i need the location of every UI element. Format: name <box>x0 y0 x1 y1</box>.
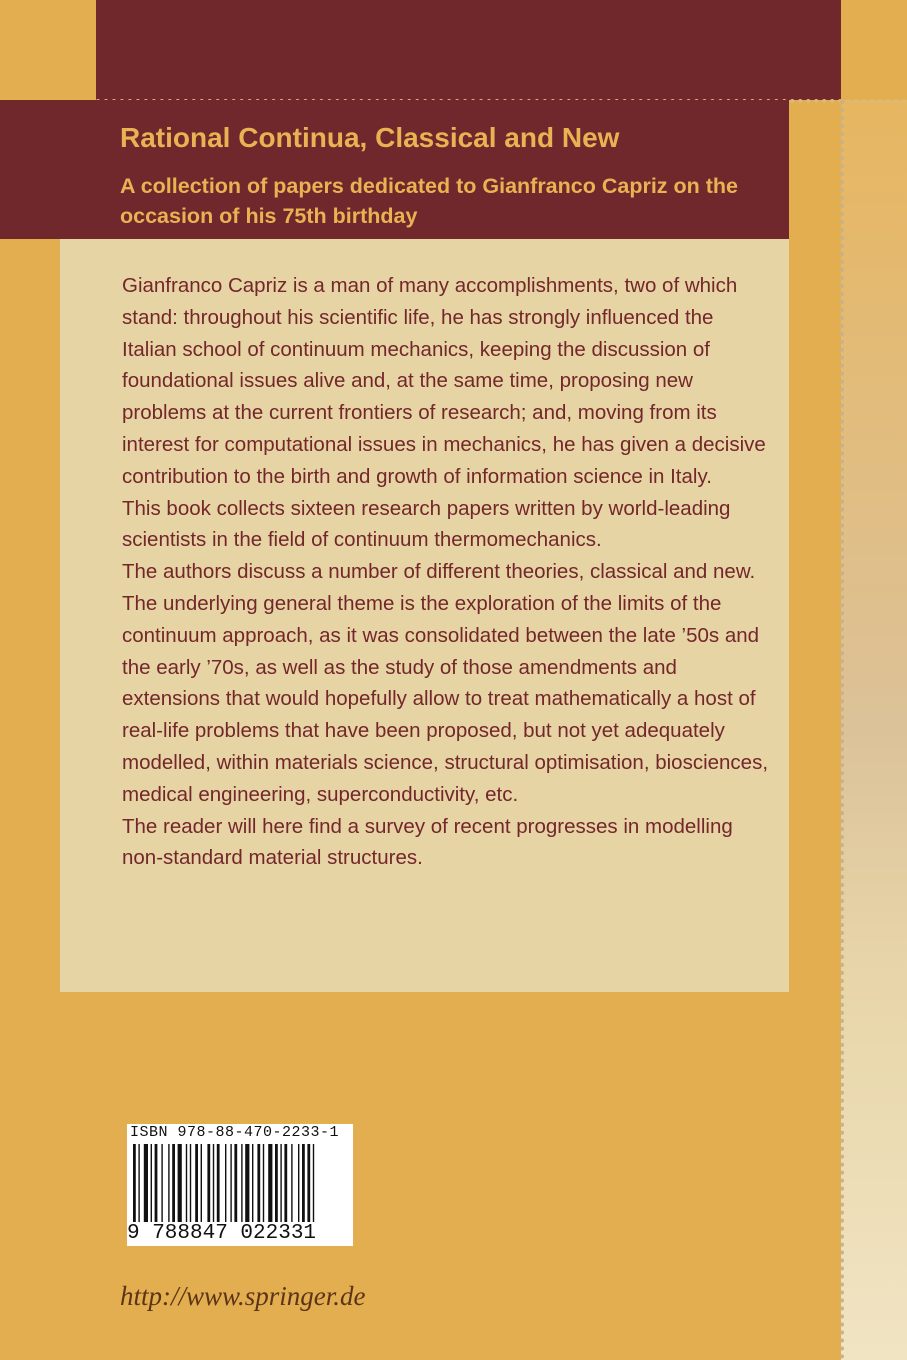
isbn-label: ISBN 978-88-470-2233-1 <box>130 1124 340 1141</box>
blurb-paragraph: The authors discuss a number of different theories, classical and new. The underlying general theme is the exploration of the limits of the continuum approach, as it was consolidated between the late ’50s and the early ’70s, as well as the study of those amendments and extensions that would hopefully allow to treat mathematically a host of real-life problems that have been proposed, but not yet adequately modelled, within materials science, structural optimisation, biosciences, medical engineering, superconductivity, etc. <box>122 560 769 806</box>
blurb-paragraph: The reader will here find a survey of recent progresses in modelling non-standard material structures. <box>122 814 733 870</box>
publisher-url: http://www.springer.de <box>120 1281 366 1311</box>
barcode-digits: 9 788847 022331 <box>127 1222 317 1245</box>
barcode-bars <box>133 1144 349 1222</box>
blurb-paragraph: This book collects sixteen research papers written by world-leading scientists in the field of continuum thermomechanics. <box>122 496 731 552</box>
top-maroon-band <box>96 0 841 100</box>
blurb-paragraph: Gianfranco Capriz is a man of many accomplishments, two of which stand: throughout his scientific life, he has strongly influenced the Italian school of continuum mechanics, keeping the discussion of foundational issues alive and, at the same time, proposing new problems at the current frontiers of research; and, moving from its interest for computational issues in mechanics, he has given a decisive contribution to the birth and growth of information science in Italy. <box>122 274 766 488</box>
isbn-barcode <box>127 1124 353 1246</box>
right-edge-strip <box>841 100 907 1360</box>
book-subtitle: A collection of papers dedicated to Gianfranco Capriz on the occasion of his 75th birthday <box>120 174 739 228</box>
book-title: Rational Continua, Classical and New <box>120 122 620 153</box>
blurb-text <box>122 270 772 874</box>
dotted-rule-right <box>840 100 844 1360</box>
